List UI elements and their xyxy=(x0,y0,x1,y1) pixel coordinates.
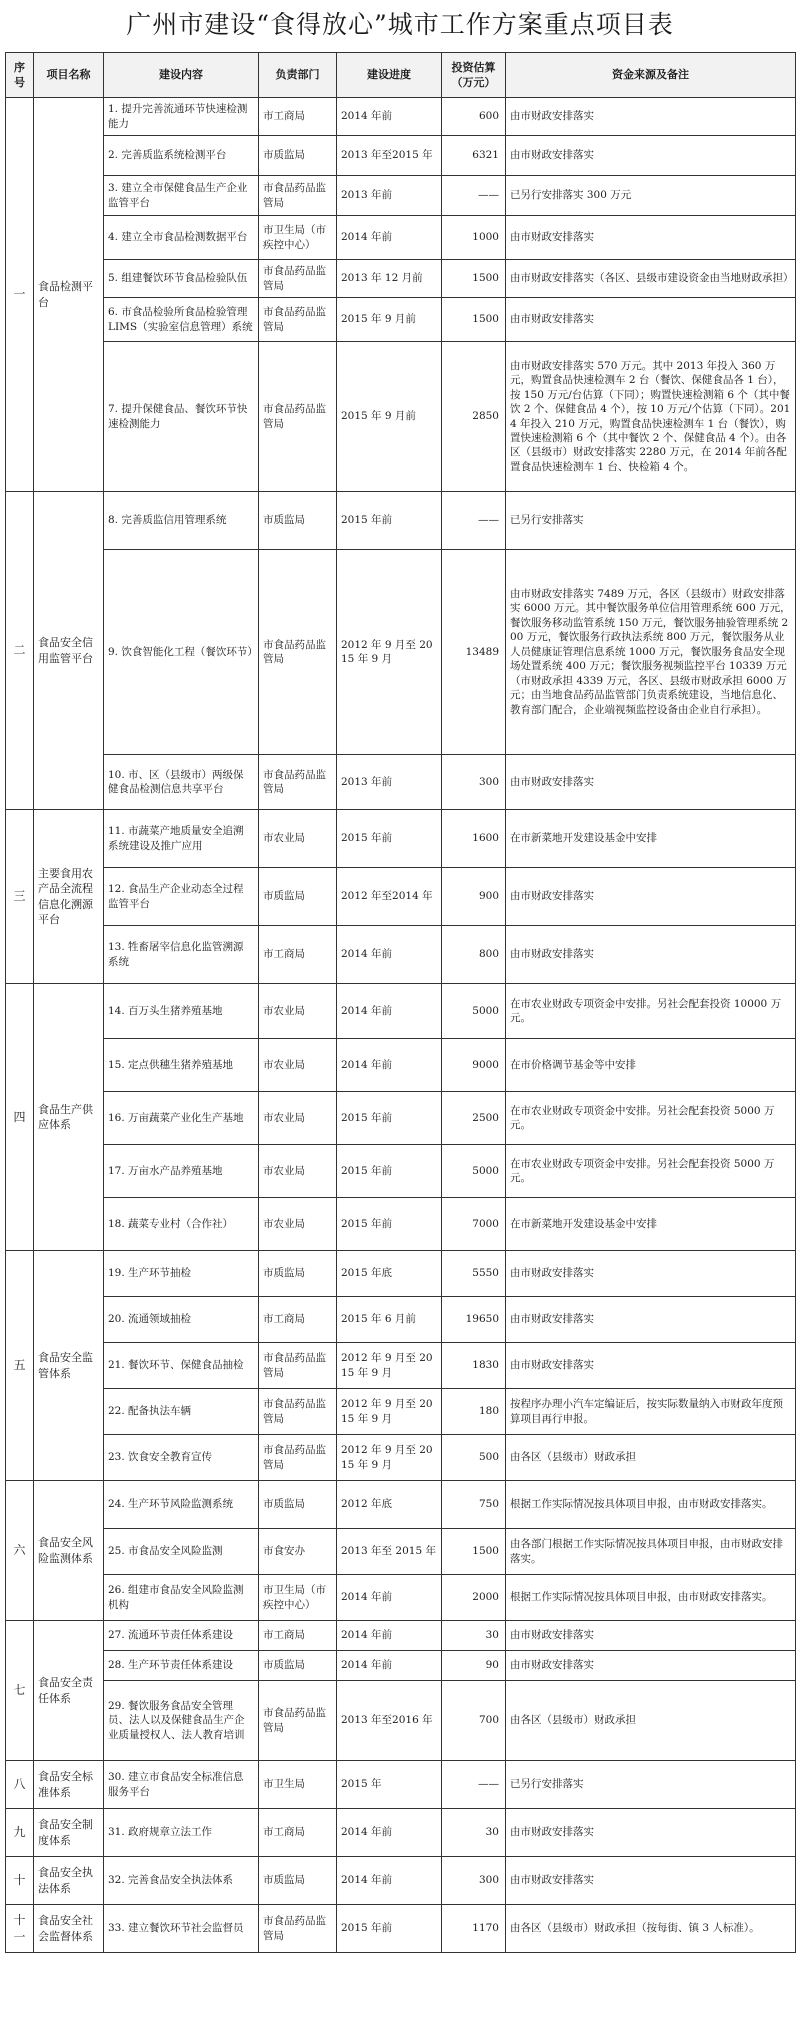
group-seq-cell: 十一 xyxy=(6,1905,34,1953)
investment-cell: 900 xyxy=(442,868,506,926)
department-cell: 市卫生局 xyxy=(259,1761,337,1809)
fund-source-cell: 由各区（县级市）财政承担（按每街、镇 3 人标准）。 xyxy=(506,1905,796,1953)
progress-cell: 2013 年至 2015 年 xyxy=(337,1529,442,1575)
investment-cell: 6321 xyxy=(442,136,506,176)
group-name-cell: 食品安全信用监管平台 xyxy=(34,492,104,810)
table-row xyxy=(6,1621,796,1651)
group-seq-cell: 八 xyxy=(6,1761,34,1809)
progress-cell: 2012 年 9 月至 2015 年 9 月 xyxy=(337,1389,442,1435)
fund-source-cell: 根据工作实际情况按具体项目申报，由市财政安排落实。 xyxy=(506,1575,796,1621)
fund-source-cell: 由市财政安排落实（各区、县级市建设资金由当地财政承担） xyxy=(506,260,796,298)
progress-cell: 2015 年 9 月前 xyxy=(337,342,442,492)
department-cell: 市质监局 xyxy=(259,1251,337,1297)
table-header-row xyxy=(6,53,796,98)
content-cell: 18. 蔬菜专业村（合作社） xyxy=(104,1198,259,1251)
progress-cell: 2013 年至2016 年 xyxy=(337,1681,442,1761)
table-row xyxy=(6,216,796,260)
group-seq-cell: 一 xyxy=(6,98,34,492)
page-title: 广州市建设“食得放心”城市工作方案重点项目表 xyxy=(126,10,674,39)
progress-cell: 2014 年前 xyxy=(337,926,442,984)
investment-cell: 2850 xyxy=(442,342,506,492)
content-cell: 33. 建立餐饮环节社会监督员 xyxy=(104,1905,259,1953)
content-cell: 17. 万亩水产品养殖基地 xyxy=(104,1145,259,1198)
investment-cell: 90 xyxy=(442,1651,506,1681)
group-name-cell: 食品安全标准体系 xyxy=(34,1761,104,1809)
fund-source-cell: 由市财政安排落实 xyxy=(506,1251,796,1297)
fund-source-cell: 由市财政安排落实 xyxy=(506,216,796,260)
fund-source-cell: 在市价格调节基金等中安排 xyxy=(506,1039,796,1092)
progress-cell: 2015 年 xyxy=(337,1761,442,1809)
fund-source-cell: 在市农业财政专项资金中安排。另社会配套投资 10000 万元。 xyxy=(506,984,796,1039)
content-cell: 13. 牲畜屠宰信息化监管溯源系统 xyxy=(104,926,259,984)
group-name-cell: 食品安全制度体系 xyxy=(34,1809,104,1857)
content-cell: 24. 生产环节风险监测系统 xyxy=(104,1481,259,1529)
header-progress: 建设进度 xyxy=(337,53,442,98)
fund-source-cell: 在市农业财政专项资金中安排。另社会配套投资 5000 万元。 xyxy=(506,1145,796,1198)
department-cell: 市食品药品监管局 xyxy=(259,755,337,810)
fund-source-cell: 由市财政安排落实 xyxy=(506,136,796,176)
content-cell: 14. 百万头生猪养殖基地 xyxy=(104,984,259,1039)
table-row xyxy=(6,1389,796,1435)
progress-cell: 2014 年前 xyxy=(337,1039,442,1092)
department-cell: 市食品药品监管局 xyxy=(259,298,337,342)
investment-cell: 180 xyxy=(442,1389,506,1435)
content-cell: 12. 食品生产企业动态全过程监管平台 xyxy=(104,868,259,926)
table-row xyxy=(6,1575,796,1621)
department-cell: 市质监局 xyxy=(259,136,337,176)
group-seq-cell: 九 xyxy=(6,1809,34,1857)
fund-source-cell: 由市财政安排落实 xyxy=(506,1621,796,1651)
investment-cell: 5000 xyxy=(442,1145,506,1198)
content-cell: 19. 生产环节抽检 xyxy=(104,1251,259,1297)
content-cell: 26. 组建市食品安全风险监测机构 xyxy=(104,1575,259,1621)
table-row xyxy=(6,1651,796,1681)
fund-source-cell: 在市农业财政专项资金中安排。另社会配套投资 5000 万元。 xyxy=(506,1092,796,1145)
fund-source-cell: 已另行安排落实 xyxy=(506,492,796,550)
table-row xyxy=(6,298,796,342)
investment-cell: 1600 xyxy=(442,810,506,868)
fund-source-cell: 在市新菜地开发建设基金中安排 xyxy=(506,1198,796,1251)
content-cell: 27. 流通环节责任体系建设 xyxy=(104,1621,259,1651)
content-cell: 8. 完善质监信用管理系统 xyxy=(104,492,259,550)
content-cell: 23. 饮食安全教育宣传 xyxy=(104,1435,259,1481)
table-row xyxy=(6,755,796,810)
investment-cell: 30 xyxy=(442,1621,506,1651)
table-row xyxy=(6,1251,796,1297)
group-name-cell: 食品安全风险监测体系 xyxy=(34,1481,104,1621)
table-row xyxy=(6,926,796,984)
progress-cell: 2015 年前 xyxy=(337,1905,442,1953)
table-row xyxy=(6,984,796,1039)
department-cell: 市农业局 xyxy=(259,1145,337,1198)
department-cell: 市质监局 xyxy=(259,868,337,926)
investment-cell: 13489 xyxy=(442,550,506,755)
investment-cell: —— xyxy=(442,176,506,216)
progress-cell: 2015 年前 xyxy=(337,1145,442,1198)
investment-cell: 19650 xyxy=(442,1297,506,1343)
department-cell: 市质监局 xyxy=(259,1481,337,1529)
department-cell: 市农业局 xyxy=(259,1039,337,1092)
fund-source-cell: 由市财政安排落实 7489 万元，各区（县级市）财政安排落实 6000 万元。其中餐饮服务单位信用管理系统 600 万元，餐饮服务移动监管系统 150 万元，餐饮服务抽验管理系统 200 万元，餐饮服务行政执法系统 800 万元，餐饮服务从业人员健康证管理信息系统 1000 万元，餐饮服务食品安全现场处置系统 400 万元；餐饮服务视频监控平台 10339 万元（市财政承担 4339 万元，各区、县级市财政承担 6000 万元；由当地食品药品监管部门负责系统建设，当地信息化、教育部门配合，企业端视频监控设备由企业自行承担）。 xyxy=(506,550,796,755)
investment-cell: 7000 xyxy=(442,1198,506,1251)
group-seq-cell: 十 xyxy=(6,1857,34,1905)
table-row xyxy=(6,1092,796,1145)
content-cell: 20. 流通领域抽检 xyxy=(104,1297,259,1343)
department-cell: 市质监局 xyxy=(259,492,337,550)
progress-cell: 2012 年 9 月至 2015 年 9 月 xyxy=(337,1343,442,1389)
fund-source-cell: 由市财政安排落实 xyxy=(506,926,796,984)
department-cell: 市工商局 xyxy=(259,1809,337,1857)
investment-cell: 300 xyxy=(442,1857,506,1905)
progress-cell: 2015 年前 xyxy=(337,810,442,868)
group-seq-cell: 四 xyxy=(6,984,34,1251)
group-name-cell: 主要食用农产品全流程信息化溯源平台 xyxy=(34,810,104,984)
progress-cell: 2015 年前 xyxy=(337,1198,442,1251)
table-row xyxy=(6,1905,796,1953)
progress-cell: 2015 年前 xyxy=(337,1092,442,1145)
header-project-name: 项目名称 xyxy=(34,53,104,98)
header-fund-source: 资金来源及备注 xyxy=(506,53,796,98)
table-row xyxy=(6,868,796,926)
table-row xyxy=(6,492,796,550)
department-cell: 市食品药品监管局 xyxy=(259,342,337,492)
table-row xyxy=(6,1809,796,1857)
department-cell: 市食品药品监管局 xyxy=(259,1343,337,1389)
investment-cell: 300 xyxy=(442,755,506,810)
group-seq-cell: 六 xyxy=(6,1481,34,1621)
progress-cell: 2013 年前 xyxy=(337,755,442,810)
content-cell: 25. 市食品安全风险监测 xyxy=(104,1529,259,1575)
fund-source-cell: 已另行安排落实 xyxy=(506,1761,796,1809)
fund-source-cell: 由市财政安排落实 xyxy=(506,98,796,136)
fund-source-cell: 由市财政安排落实 xyxy=(506,1343,796,1389)
department-cell: 市食品药品监管局 xyxy=(259,1681,337,1761)
table-row xyxy=(6,1145,796,1198)
group-name-cell: 食品安全监管体系 xyxy=(34,1251,104,1481)
content-cell: 28. 生产环节责任体系建设 xyxy=(104,1651,259,1681)
progress-cell: 2014 年前 xyxy=(337,216,442,260)
content-cell: 3. 建立全市保健食品生产企业监管平台 xyxy=(104,176,259,216)
fund-source-cell: 按程序办理小汽车定编证后，按实际数量纳入市财政年度预算项目再行申报。 xyxy=(506,1389,796,1435)
header-seq: 序号 xyxy=(6,53,34,98)
table-row xyxy=(6,1198,796,1251)
investment-cell: 2500 xyxy=(442,1092,506,1145)
progress-cell: 2012 年至2014 年 xyxy=(337,868,442,926)
progress-cell: 2013 年 12 月前 xyxy=(337,260,442,298)
investment-cell: 30 xyxy=(442,1809,506,1857)
content-cell: 2. 完善质监系统检测平台 xyxy=(104,136,259,176)
fund-source-cell: 在市新菜地开发建设基金中安排 xyxy=(506,810,796,868)
project-table xyxy=(5,52,796,1953)
investment-cell: —— xyxy=(442,1761,506,1809)
content-cell: 29. 餐饮服务食品安全管理员、法人以及保健食品生产企业质量授权人、法人教育培训 xyxy=(104,1681,259,1761)
fund-source-cell: 由市财政安排落实 xyxy=(506,868,796,926)
investment-cell: 600 xyxy=(442,98,506,136)
fund-source-cell: 根据工作实际情况按具体项目申报，由市财政安排落实。 xyxy=(506,1481,796,1529)
investment-cell: 700 xyxy=(442,1681,506,1761)
table-row xyxy=(6,176,796,216)
fund-source-cell: 由市财政安排落实 xyxy=(506,1857,796,1905)
investment-cell: 500 xyxy=(442,1435,506,1481)
investment-cell: 1000 xyxy=(442,216,506,260)
group-seq-cell: 二 xyxy=(6,492,34,810)
progress-cell: 2015 年前 xyxy=(337,492,442,550)
fund-source-cell: 由市财政安排落实 xyxy=(506,1297,796,1343)
investment-cell: 1500 xyxy=(442,298,506,342)
fund-source-cell: 由市财政安排落实 xyxy=(506,298,796,342)
department-cell: 市食品药品监管局 xyxy=(259,1905,337,1953)
table-row xyxy=(6,1435,796,1481)
group-name-cell: 食品安全执法体系 xyxy=(34,1857,104,1905)
group-name-cell: 食品生产供应体系 xyxy=(34,984,104,1251)
fund-source-cell: 由市财政安排落实 xyxy=(506,755,796,810)
department-cell: 市工商局 xyxy=(259,98,337,136)
table-row xyxy=(6,550,796,755)
content-cell: 1. 提升完善流通环节快速检测能力 xyxy=(104,98,259,136)
department-cell: 市食品药品监管局 xyxy=(259,550,337,755)
progress-cell: 2014 年前 xyxy=(337,1857,442,1905)
table-row xyxy=(6,810,796,868)
table-row xyxy=(6,1761,796,1809)
content-cell: 10. 市、区（县级市）两级保健食品检测信息共享平台 xyxy=(104,755,259,810)
investment-cell: 1500 xyxy=(442,1529,506,1575)
content-cell: 7. 提升保健食品、餐饮环节快速检测能力 xyxy=(104,342,259,492)
department-cell: 市质监局 xyxy=(259,1651,337,1681)
progress-cell: 2012 年 9 月至 2015 年 9 月 xyxy=(337,1435,442,1481)
department-cell: 市卫生局（市疾控中心） xyxy=(259,216,337,260)
department-cell: 市工商局 xyxy=(259,1621,337,1651)
progress-cell: 2013 年至2015 年 xyxy=(337,136,442,176)
table-row xyxy=(6,1681,796,1761)
department-cell: 市卫生局（市疾控中心） xyxy=(259,1575,337,1621)
table-row xyxy=(6,1039,796,1092)
investment-cell: 1500 xyxy=(442,260,506,298)
content-cell: 31. 政府规章立法工作 xyxy=(104,1809,259,1857)
investment-cell: —— xyxy=(442,492,506,550)
fund-source-cell: 由各部门根据工作实际情况按具体项目申报，由市财政安排落实。 xyxy=(506,1529,796,1575)
content-cell: 5. 组建餐饮环节食品检验队伍 xyxy=(104,260,259,298)
investment-cell: 1830 xyxy=(442,1343,506,1389)
investment-cell: 800 xyxy=(442,926,506,984)
department-cell: 市农业局 xyxy=(259,1198,337,1251)
table-row xyxy=(6,1297,796,1343)
table-row xyxy=(6,342,796,492)
table-row xyxy=(6,1343,796,1389)
content-cell: 4. 建立全市食品检测数据平台 xyxy=(104,216,259,260)
department-cell: 市食安办 xyxy=(259,1529,337,1575)
content-cell: 15. 定点供穗生猪养殖基地 xyxy=(104,1039,259,1092)
header-content: 建设内容 xyxy=(104,53,259,98)
group-seq-cell: 五 xyxy=(6,1251,34,1481)
progress-cell: 2014 年前 xyxy=(337,984,442,1039)
progress-cell: 2012 年底 xyxy=(337,1481,442,1529)
department-cell: 市农业局 xyxy=(259,984,337,1039)
table-row xyxy=(6,260,796,298)
content-cell: 22. 配备执法车辆 xyxy=(104,1389,259,1435)
progress-cell: 2014 年前 xyxy=(337,1621,442,1651)
fund-source-cell: 由各区（县级市）财政承担 xyxy=(506,1681,796,1761)
progress-cell: 2013 年前 xyxy=(337,176,442,216)
fund-source-cell: 由市财政安排落实 xyxy=(506,1651,796,1681)
progress-cell: 2015 年底 xyxy=(337,1251,442,1297)
header-department: 负责部门 xyxy=(259,53,337,98)
fund-source-cell: 已另行安排落实 300 万元 xyxy=(506,176,796,216)
progress-cell: 2014 年前 xyxy=(337,1651,442,1681)
investment-cell: 2000 xyxy=(442,1575,506,1621)
group-name-cell: 食品安全责任体系 xyxy=(34,1621,104,1761)
investment-cell: 5000 xyxy=(442,984,506,1039)
content-cell: 6. 市食品检验所食品检验管理 LIMS（实验室信息管理）系统 xyxy=(104,298,259,342)
table-row xyxy=(6,1857,796,1905)
progress-cell: 2015 年 9 月前 xyxy=(337,298,442,342)
progress-cell: 2014 年前 xyxy=(337,98,442,136)
progress-cell: 2012 年 9 月至 2015 年 9 月 xyxy=(337,550,442,755)
investment-cell: 1170 xyxy=(442,1905,506,1953)
department-cell: 市农业局 xyxy=(259,810,337,868)
investment-cell: 750 xyxy=(442,1481,506,1529)
progress-cell: 2015 年 6 月前 xyxy=(337,1297,442,1343)
department-cell: 市质监局 xyxy=(259,1857,337,1905)
department-cell: 市工商局 xyxy=(259,926,337,984)
department-cell: 市食品药品监管局 xyxy=(259,260,337,298)
fund-source-cell: 由各区（县级市）财政承担 xyxy=(506,1435,796,1481)
content-cell: 32. 完善食品安全执法体系 xyxy=(104,1857,259,1905)
group-name-cell: 食品检测平台 xyxy=(34,98,104,492)
header-investment: 投资估算（万元） xyxy=(442,53,506,98)
group-seq-cell: 七 xyxy=(6,1621,34,1761)
group-seq-cell: 三 xyxy=(6,810,34,984)
progress-cell: 2014 年前 xyxy=(337,1809,442,1857)
content-cell: 16. 万亩蔬菜产业化生产基地 xyxy=(104,1092,259,1145)
table-row xyxy=(6,136,796,176)
department-cell: 市食品药品监管局 xyxy=(259,1435,337,1481)
table-row xyxy=(6,98,796,136)
department-cell: 市农业局 xyxy=(259,1092,337,1145)
investment-cell: 5550 xyxy=(442,1251,506,1297)
progress-cell: 2014 年前 xyxy=(337,1575,442,1621)
department-cell: 市工商局 xyxy=(259,1297,337,1343)
department-cell: 市食品药品监管局 xyxy=(259,1389,337,1435)
fund-source-cell: 由市财政安排落实 xyxy=(506,1809,796,1857)
table-body xyxy=(6,98,796,1953)
content-cell: 30. 建立市食品安全标准信息服务平台 xyxy=(104,1761,259,1809)
fund-source-cell: 由市财政安排落实 570 万元。其中 2013 年投入 360 万元，购置食品快速检测车 2 台（餐饮、保健食品各 1 台），按 150 万元/台估算（下同）；购置快速检测箱 6 个（其中餐饮 2 个、保健食品 4 个），按 10 万元/个估算（下同）。2014 年投入 210 万元，购置食品快速检测车 1 台（餐饮），购置快速检测箱 6 个（其中餐饮 2 个、保健食品 4 个）。由各区（县级市）财政安排落实 2280 万元，在 2014 年前各配置食品快速检测车 1 台、快检箱 4 个。 xyxy=(506,342,796,492)
content-cell: 9. 饮食智能化工程（餐饮环节） xyxy=(104,550,259,755)
table-row xyxy=(6,1529,796,1575)
table-row xyxy=(6,1481,796,1529)
content-cell: 21. 餐饮环节、保健食品抽检 xyxy=(104,1343,259,1389)
group-name-cell: 食品安全社会监督体系 xyxy=(34,1905,104,1953)
content-cell: 11. 市蔬菜产地质量安全追溯系统建设及推广应用 xyxy=(104,810,259,868)
department-cell: 市食品药品监管局 xyxy=(259,176,337,216)
investment-cell: 9000 xyxy=(442,1039,506,1092)
